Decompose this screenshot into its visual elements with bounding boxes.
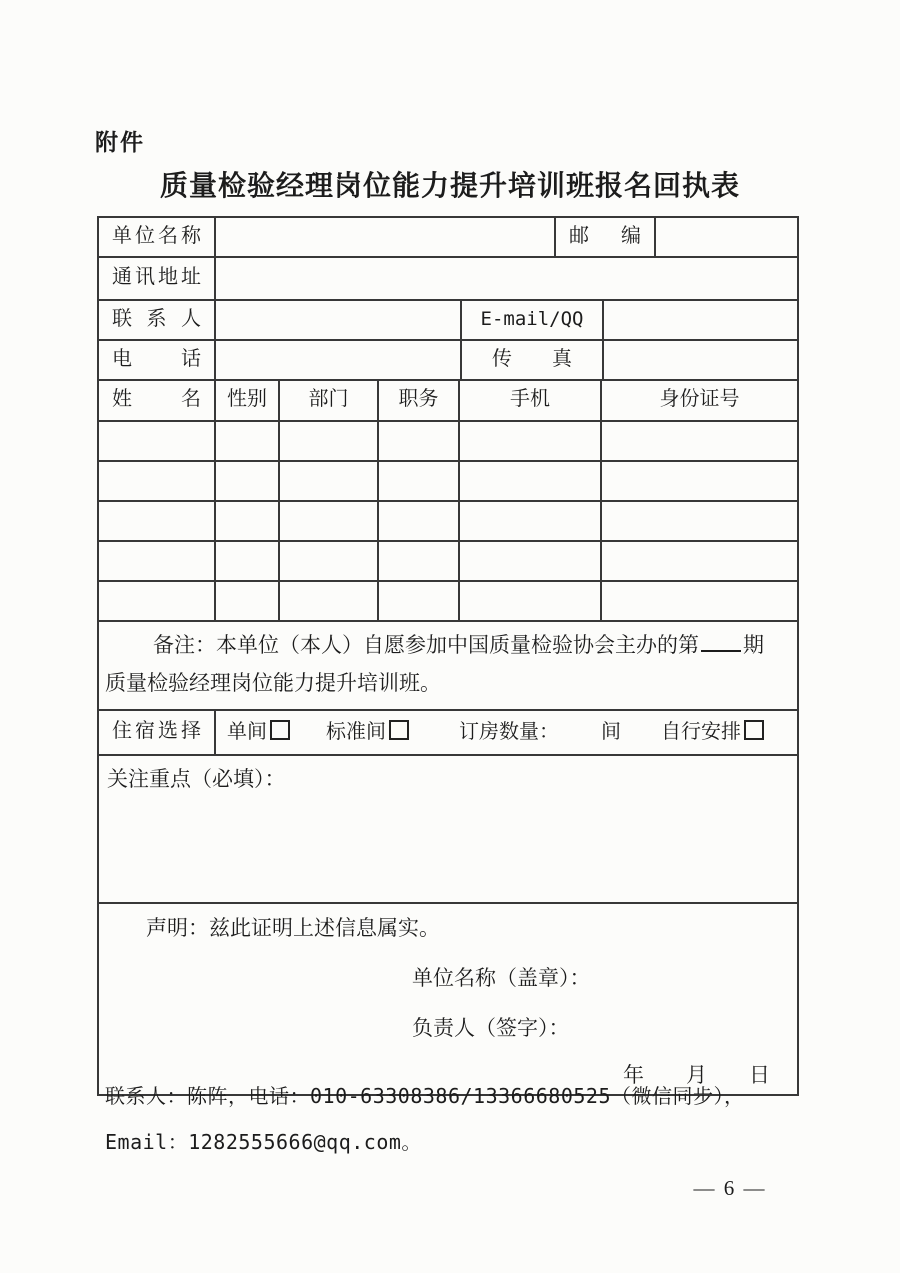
- page-number: — 6 —: [693, 1176, 767, 1200]
- attendee-gender-cell[interactable]: [216, 502, 280, 540]
- attendee-name-cell[interactable]: [99, 582, 216, 620]
- lodging-row: [99, 711, 797, 756]
- header-department: 部门: [280, 381, 379, 420]
- attendee-department-cell[interactable]: [280, 582, 379, 620]
- attendee-department-cell[interactable]: [280, 422, 379, 460]
- booking-qty-label: 订房数量：: [459, 721, 559, 743]
- attendee-department-cell[interactable]: [280, 462, 379, 500]
- contact-input[interactable]: [216, 301, 462, 339]
- focus-input-area[interactable]: [99, 756, 797, 902]
- declaration-cell: [99, 904, 797, 1094]
- attendee-name-cell[interactable]: [99, 462, 216, 500]
- remark-text-prefix: 备注：本单位（本人）自愿参加中国质量检验协会主办的第: [153, 633, 699, 657]
- booking-qty-unit: 间: [601, 721, 621, 743]
- single-room-option: [227, 712, 290, 753]
- attendee-mobile-cell[interactable]: [460, 462, 602, 500]
- attendee-name-cell[interactable]: [99, 422, 216, 460]
- row-phone: [99, 341, 797, 381]
- attendee-department-cell[interactable]: [280, 542, 379, 580]
- postal-code-label: 邮编: [556, 218, 656, 256]
- attendee-gender-cell[interactable]: [216, 462, 280, 500]
- postal-code-input[interactable]: [656, 218, 797, 256]
- phone-input[interactable]: [216, 341, 462, 379]
- address-label: 通讯地址: [99, 258, 216, 299]
- row-address: [99, 258, 797, 301]
- declaration-row: [99, 904, 797, 1094]
- remark-line2: 质量检验经理岗位能力提升培训班。: [105, 671, 441, 695]
- declaration-statement: 声明：兹此证明上述信息属实。: [146, 916, 440, 940]
- attendee-department-cell[interactable]: [280, 502, 379, 540]
- lodging-options: [216, 711, 797, 754]
- attendee-mobile-cell[interactable]: [460, 582, 602, 620]
- self-arrange-option: [661, 712, 764, 753]
- attendee-name-cell[interactable]: [99, 542, 216, 580]
- standard-room-label: 标准间: [326, 721, 386, 743]
- attendee-mobile-cell[interactable]: [460, 502, 602, 540]
- attendee-position-cell[interactable]: [379, 502, 460, 540]
- attendee-gender-cell[interactable]: [216, 542, 280, 580]
- attendee-name-cell[interactable]: [99, 502, 216, 540]
- row-contact: [99, 301, 797, 341]
- header-position: 职务: [379, 381, 460, 420]
- attendee-row: [99, 462, 797, 502]
- attendee-id-cell[interactable]: [602, 582, 797, 620]
- standard-room-checkbox[interactable]: [389, 720, 409, 740]
- unit-name-input[interactable]: [216, 218, 556, 256]
- unit-seal-label: 单位名称（盖章）：: [412, 966, 591, 990]
- standard-room-option: [326, 712, 409, 753]
- attendee-row: [99, 542, 797, 582]
- contact-label: 联系人: [99, 301, 216, 339]
- single-room-label: 单间: [227, 721, 267, 743]
- attendee-position-cell[interactable]: [379, 422, 460, 460]
- lodging-label: 住宿选择: [99, 711, 216, 754]
- attendee-row: [99, 502, 797, 542]
- self-arrange-label: 自行安排: [661, 721, 741, 743]
- single-room-checkbox[interactable]: [270, 720, 290, 740]
- header-name: 姓名: [99, 381, 216, 420]
- address-input[interactable]: [216, 258, 797, 299]
- attendee-mobile-cell[interactable]: [460, 542, 602, 580]
- attendee-id-cell[interactable]: [602, 502, 797, 540]
- attendee-mobile-cell[interactable]: [460, 422, 602, 460]
- header-id-number: 身份证号: [659, 388, 740, 410]
- email-qq-label: E-mail/QQ: [462, 301, 604, 339]
- attendee-row: [99, 582, 797, 622]
- remark-line1: [105, 626, 785, 664]
- attendee-id-cell[interactable]: [602, 422, 797, 460]
- attendee-gender-cell[interactable]: [216, 422, 280, 460]
- header-gender: 性别: [216, 381, 280, 420]
- attendee-row: [99, 422, 797, 462]
- attachment-label: 附件: [95, 129, 145, 155]
- fax-label: 传真: [462, 341, 604, 379]
- footer-email-line: Email：1282555666@qq.com。: [105, 1130, 422, 1154]
- footer-contact-line: 联系人：陈阵，电话：010-63308386/13366680525（微信同步），: [105, 1084, 745, 1108]
- remark-row: [99, 622, 797, 711]
- attendee-gender-cell[interactable]: [216, 582, 280, 620]
- fax-input[interactable]: [604, 341, 797, 379]
- phone-label: 电话: [99, 341, 216, 379]
- attendee-header-row: [99, 381, 797, 422]
- date-line: 年 月 日: [623, 1063, 770, 1087]
- attendee-id-cell[interactable]: [602, 462, 797, 500]
- header-mobile: 手机: [460, 381, 602, 420]
- form-title: 质量检验经理岗位能力提升培训班报名回执表: [159, 170, 740, 201]
- unit-name-label: 单位名称: [99, 218, 216, 256]
- focus-row: [99, 756, 797, 904]
- attendee-position-cell[interactable]: [379, 582, 460, 620]
- remark-text-suffix: 期: [743, 633, 764, 657]
- self-arrange-checkbox[interactable]: [744, 720, 764, 740]
- signer-label: 负责人（签字）：: [412, 1016, 570, 1040]
- attendee-position-cell[interactable]: [379, 462, 460, 500]
- focus-label: 关注重点（必填）：: [107, 767, 286, 791]
- registration-form-table: [97, 216, 799, 1096]
- session-number-blank[interactable]: [701, 635, 741, 652]
- remark-cell: [99, 622, 797, 709]
- attendee-id-cell[interactable]: [602, 542, 797, 580]
- attendee-position-cell[interactable]: [379, 542, 460, 580]
- row-unit-name: [99, 218, 797, 258]
- email-qq-input[interactable]: [604, 301, 797, 339]
